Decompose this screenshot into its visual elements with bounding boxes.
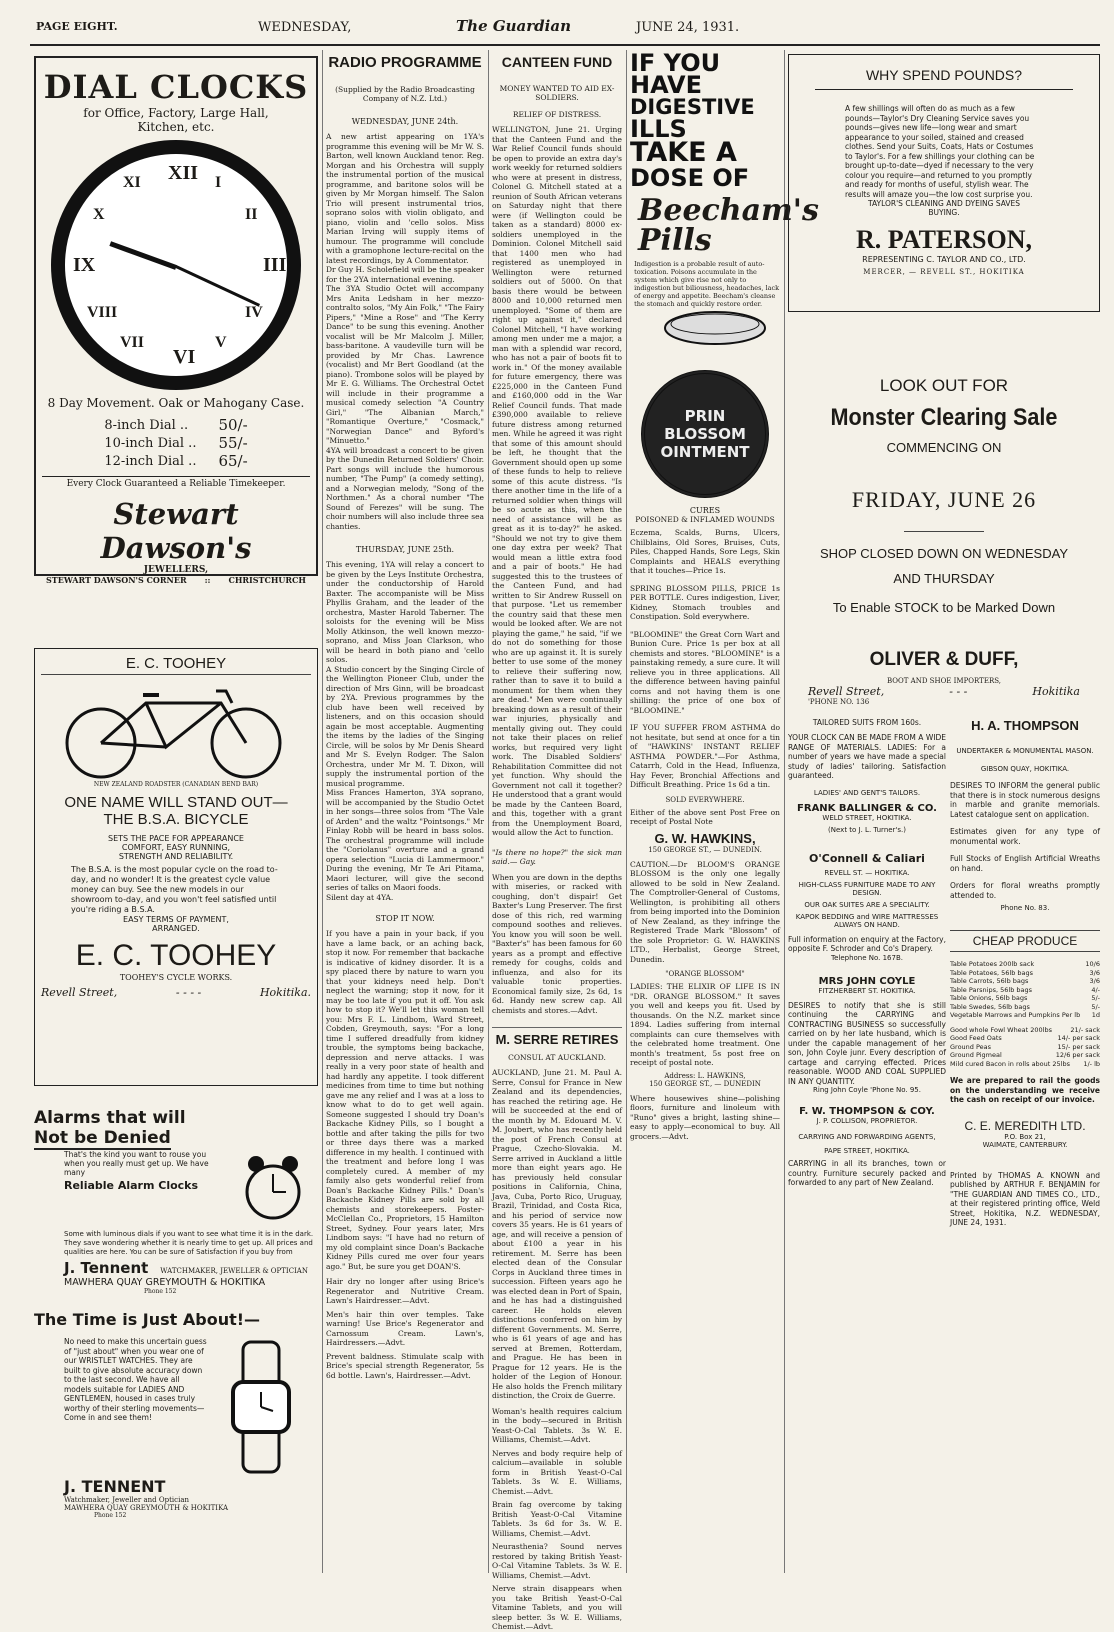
toohey-address: Revell Street, - - - - Hokitika. xyxy=(41,986,311,999)
ballinger-addr: WELD STREET, HOKITIKA. xyxy=(822,813,912,822)
clearing-date: FRIDAY, JUNE 26 xyxy=(851,487,1037,512)
tailored-title: TAILORED SUITS FROM 160s. xyxy=(812,718,922,727)
caution: CAUTION.—Dr BLOOM'S ORANGE BLOSSOM is the only one legally allowed to be sold in New Zealand. The Comptroller-General of Customs, Wellington, is prohibiting all others from being imported into the Dominion of New Zealand, as they infringe the Registered Trade Mark "Blossom" of the sole Proprietor: G. W. HAWKINS LTD., Herbalist, George Street, Dunedin. xyxy=(630,859,780,964)
spring-pills: SPRING BLOSSOM PILLS, PRICE 1s PER BOTTLE. Cures indigestion, Liver, Kidney, Stomach troubles and Constipation. Sold everywhere. xyxy=(630,583,780,621)
ballinger-next: (Next to J. L. Turner's.) xyxy=(828,825,906,834)
produce-item xyxy=(950,1003,1100,1012)
coyle-name: MRS JOHN COYLE xyxy=(818,975,916,987)
column-1 xyxy=(30,50,318,1573)
header-day: WEDNESDAY, xyxy=(258,20,352,35)
paterson-rep: REPRESENTING C. TAYLOR AND CO., LTD. xyxy=(862,255,1026,264)
tennent-phone: Phone 152 xyxy=(144,1288,177,1295)
fw-thompson-prop: J. P. COLLISON, PROPRIETOR. xyxy=(816,1117,918,1125)
clearing-phone: 'PHONE NO. 136 xyxy=(808,698,870,706)
size-price: 65/- xyxy=(218,452,248,470)
oconnell-hc: HIGH-CLASS FURNITURE MADE TO ANY DESIGN. xyxy=(798,880,936,897)
ha-thompson-addr: GIBSON QUAY, HOKITIKA. xyxy=(980,765,1070,773)
coyle-addr: FITZHERBERT ST. HOKITIKA. xyxy=(818,986,916,995)
ha-thompson-trade: UNDERTAKER & MONUMENTAL MASON. xyxy=(956,747,1094,755)
dial-title: DIAL CLOCKS xyxy=(43,68,309,106)
paper-title: The Guardian xyxy=(456,17,571,35)
size-price: 55/- xyxy=(218,434,248,452)
address: Address: L. HAWKINS, xyxy=(664,1071,746,1080)
yeast-ad: Nerve strain disappears when you take British Yeast-O-Cal Vitamine Tablets, and you will sleep better. 3s W. E. Williams, Chemist.—Advt. xyxy=(492,1584,622,1631)
produce-item-name: Table Swedes, 56lb bags xyxy=(950,1002,1030,1011)
clearing-thursday: AND THURSDAY xyxy=(893,571,995,586)
produce-item-name: Good whole Fowl Wheat 200lbs xyxy=(950,1025,1053,1034)
produce-item-price: 21/- sack xyxy=(1070,1025,1100,1034)
beecham-text: Indigestion is a probable result of auto-toxication. Poisons accumulate in the system which give rise not only to indigestion but biliousness, headaches, lack of energy and appetite. Beecham's cleanse the stomach and quickly restore order. xyxy=(634,260,780,308)
produce-item-name: Table Potatoes 200lb sack xyxy=(950,960,1035,968)
town: Hokitika. xyxy=(259,986,311,999)
column-rule xyxy=(488,50,489,1573)
sold-everywhere: SOLD EVERYWHERE. xyxy=(665,795,745,804)
town: Hokitika xyxy=(1032,685,1080,698)
yeast-ad: Brain fag overcome by taking British Yeast-O-Cal Vitamine Tablets. 3s 6d for 3s. W. E. Williams, Chemist.—Advt. xyxy=(492,1500,622,1538)
produce-item-price: 10/6 xyxy=(1085,960,1100,968)
ha-thompson-phone: Phone No. 83. xyxy=(1000,904,1050,912)
blossom-label: PRIN BLOSSOM OINTMENT xyxy=(660,407,750,461)
produce-item xyxy=(950,1034,1100,1043)
serre-title: M. SERRE RETIRES xyxy=(492,1027,622,1047)
clearing-title: Monster Clearing Sale xyxy=(830,404,1058,431)
produce-title: CHEAP PRODUCE xyxy=(950,930,1100,952)
size-label: 12-inch Dial .. xyxy=(104,453,197,469)
produce-item-price: 3/6 xyxy=(1089,968,1100,977)
column-3 xyxy=(492,50,622,1631)
ha-thompson-est: Estimates given for any type of monumental work. xyxy=(950,827,1100,846)
produce-item-name: Ground Peas xyxy=(950,1042,992,1051)
produce-item xyxy=(950,1060,1100,1069)
toohey-terms: EASY TERMS OF PAYMENT, ARRANGED. xyxy=(123,915,229,933)
yeast-ad: Woman's health requires calcium in the body—secured in British Yeast-O-Cal Tablets. 3s W. E. Williams, Chemist.—Advt. xyxy=(492,1406,622,1444)
coyle-ring: Ring John Coyle 'Phone No. 95. xyxy=(813,1086,921,1094)
time-text: No need to make this uncertain guess of "just about" when you wear one of our WRISTLET WATCHES. They are built to give absolute accuracy down to the last second. We have all models suitable for LADIES AND GENTLEMEN, housed in cases truly worthy of their sterling movements— Come in and see them! xyxy=(64,1337,207,1422)
produce-item xyxy=(950,1026,1100,1035)
produce-item-price: 1/- lb xyxy=(1083,1059,1100,1068)
size-price: 50/- xyxy=(218,416,248,434)
produce-list xyxy=(950,960,1100,1068)
produce-item xyxy=(950,969,1100,978)
address2: 150 GEORGE ST., — DUNEDIN xyxy=(649,1079,761,1088)
column-5 xyxy=(788,50,1100,1573)
tailored-text: YOUR CLOCK CAN BE MADE FROM A WIDE RANGE OF MATERIALS. LADIES: For a number of years we have made a special study of ladies' tailoring. Satisfaction guaranteed. xyxy=(788,733,946,780)
radio-p2: Dr Guy H. Scholefield will be the speaker for the 2YA international evening. xyxy=(326,265,484,284)
alarms-text xyxy=(34,1150,228,1230)
bike-caption: NEW ZEALAND ROADSTER (CANADIAN BEND BAR) xyxy=(93,781,259,788)
paterson-text: A few shillings will often do as much as a few pounds—Taylor's Dry Cleaning Service saves you pounds—gives new life—long wear and smart appearance to your soiled, stained and creased clothes. Send your Suits, Coats, Hats or Costumes to Taylor's. For a few shillings your clothing can be brought up-to-date—dyed if necessary to the very colour you require—and returned to you promptly and ready for months of useful, stylish wear. The results will amaze you—the low cost surprise you. xyxy=(845,104,1035,199)
radio-p5: This evening, 1YA will relay a concert to be given by the Leys Institute Orchestra, under the conductorship of Harold Baxter. The accompaniste will be Miss Phyllis Graham, and the leader of the orchestra, Master Harold Taberner. The soloists for the evening will be Miss Molly Atkinson, the well known mezzo-soprano, and Miss Joan Clarkson, who will be heard in both piano and 'cello solos. xyxy=(326,560,484,664)
tennent-trade: WATCHMAKER, JEWELLER & OPTICIAN xyxy=(160,1267,308,1275)
produce-item-name: Mild cured Bacon in rolls about 25lbs xyxy=(950,1059,1070,1068)
radio-p4: 4YA will broadcast a concert to be given by the Dunedin Returned Soldiers' Choir. Part songs will include the humorous number, "The Pump" (a comedy setting), and a Norwegian melody, "Song of the Northmen." As a choral number "The Sound of Ferezes" will be sung. The choir numbers will also include three sea chanties. xyxy=(326,445,484,531)
produce-item-price: 5/- xyxy=(1091,994,1100,1002)
oconnell-kapok: KAPOK BEDDING and WIRE MATTRESSES ALWAYS ON HAND. xyxy=(795,912,939,929)
radio-p3: The 3YA Studio Octet will accompany Mrs Anita Ledsham in her mezzo-contralto solos, "My Ain Folk," "The Fairy Pipers," "Mine a Rose" and "The Kerry Dance" to be sung this evening. Another vocalist will be Mr Malcolm J. Miller, bass-baritone. A vaudeville turn will be provided by Mr Chas. Lawrence (vocalist) and Mr Bert Goodland (at the piano). Trombone solos will be played by Mr E. G. Williams. The Orchestral Octet will include in their programme a musical comedy selection "A Country Girl," "The Albanian March," "Romantique Overture," "Cosmack," "Norwegian Dance" and Byford's "Minuetto." xyxy=(326,284,484,445)
toohey-name: E. C. TOOHEY xyxy=(41,655,311,675)
clock-icon: XII III VI IX I II IV V VII VIII X XI xyxy=(51,140,301,390)
yeast-ad: Nerves and body require help of calcium—available in soluble form in British Yeast-O-Cal Tablets. 3s W. E. Williams, Chemist.—Advt. xyxy=(492,1448,622,1496)
produce-item xyxy=(950,1051,1100,1060)
header-rule xyxy=(30,44,1100,46)
imprint: Printed by THOMAS A. KNOWN and published by ARTHUR F. BENJAMIN for "THE GUARDIAN AND TIMES CO., LTD., at their registered printing office, Weld Street, Hokitika, N.Z. WEDNESDAY, JUNE 24, 1931. xyxy=(950,1170,1100,1227)
ha-thompson-name: H. A. THOMPSON xyxy=(971,718,1079,733)
divider xyxy=(904,531,984,532)
right-left-subcol xyxy=(788,718,946,1188)
toohey-slogan: ONE NAME WILL STAND OUT— THE B.S.A. BICYCLE xyxy=(64,794,288,828)
alarm-clock-icon xyxy=(228,1150,318,1230)
asthma: IF YOU SUFFER FROM ASTHMA do not hesitate, but send at once for a tin of "HAWKINS' INSTANT RELIEF ASTHMA POWDER."—For Asthma, Catarrh, Cold in the Head, Influenza, Hay Fever, Bronchial Affections and Difficult Breathing. Price 1s 6d a tin. xyxy=(630,723,780,789)
fw-thompson-carry: CARRYING AND FORWARDING AGENTS, xyxy=(798,1133,936,1141)
radio-p6: A Studio concert by the Singing Circle of the Wellington Pioneer Club, under the direction of Mrs Ginn, will be broadcast by 2YA. Previous programmes by the club have been well received by listeners, and on this occasion should again be most acceptable. Augmenting the items by the ladies of the Singing Circle, will be solos by Mr Denis Sheard and Mr S. Evelyn Rodger. The Salon Orchestra, under Mr M. T. Dixon, will supply the instrumental portion of the musical programme. xyxy=(326,664,484,788)
toohey-line: STRENGTH AND RELIABILITY. xyxy=(118,852,234,861)
fw-thompson-text: CARRYING in all its branches, town or country. Furniture securely packed and forwarded to any part of New Zealand. xyxy=(788,1159,946,1187)
meredith-town: WAIMATE, CANTERBURY. xyxy=(982,1140,1068,1149)
stop-text: If you have a pain in your back, if you have a lame back, or an aching back, stop it now. For remember that backache is indicative of kidney disorder. It is a spy placed there by nature to warn you that your kidneys need help. Don't neglect the warning; stop it now, for it may be too late if you put it off. You ask how to stop it? We'll let this woman tell you: Mrs F. L. Lindbom, Ward Street, Cobden, Greymouth, says: "For a long time I suffered dreadfully from kidney trouble, the symptoms being backache, depression and nerve attacks. I was really in a very poor state of health and had hardly any appetite. I took different medicines from time to time but nothing gave me any relief and I was at a loss to know what to do to get well again. Someone suggested I should try Doan's Backache Kidney Pills, so I bought a bottle and after taking the pills for two or three days there was a marked difference in my health. I continued with the treatment and before long I was completely cured. A member of my family also gets wonderful relief from Doan's Backache Kidney Pills." Doan's Backache Kidney Pills are sold by all chemists and storekeepers. Foster-McClellan Co., Proprietors, 15 Hamilton Street, Sydney. Four years later, Mrs Lindbom says: "I have had no return of my old complaint since Doan's Backache Kidney Pills cured me over four years ago." But, be sure you get DOAN'S. xyxy=(326,929,484,1271)
alarms-text1: That's the kind you want to rouse you when you really must get up. We have many xyxy=(64,1150,209,1177)
toohey-ad xyxy=(34,648,318,1086)
oconnell-info: Full information on enquiry at the Factory, opposite F. Schroder and Co's Drapery. xyxy=(788,934,946,953)
alarms-title2: Not be Denied xyxy=(34,1128,171,1148)
radio-small1: Hair dry no longer after using Brice's Regenerator and Nutritive Cream. Lawn's Hairdresser.—Advt. xyxy=(326,1277,484,1305)
produce-item xyxy=(950,1043,1100,1052)
time-ad xyxy=(34,1310,318,1550)
oconnell-name: O'Connell & Caliari xyxy=(809,851,925,865)
size-label: 8-inch Dial .. xyxy=(104,417,189,433)
dial-address: STEWART DAWSON'S CORNER :: CHRISTCHURCH xyxy=(46,575,306,585)
tennent-address: MAWHERA QUAY GREYMOUTH & HOKITIKA xyxy=(64,1277,266,1288)
ha-thompson-text: DESIRES TO INFORM the general public that there is in stock numerous designs in marble and granite memorials. Latest catalogue sent on application. xyxy=(950,781,1100,819)
produce-item xyxy=(950,994,1100,1003)
beecham-line: ILLS xyxy=(630,115,687,143)
alarms-title1: Alarms that will xyxy=(34,1108,186,1128)
clearing-look: LOOK OUT FOR xyxy=(879,376,1009,395)
produce-item-price: 4/- xyxy=(1091,985,1100,994)
radio-p8: Silent day at 4YA. xyxy=(326,892,394,902)
size-label: 10-inch Dial .. xyxy=(104,435,197,451)
clearing-enable: To Enable STOCK to be Marked Down xyxy=(832,600,1056,615)
ha-thompson-orders: Orders for floral wreaths promptly attended to. xyxy=(950,881,1100,900)
toohey-big-name: E. C. TOOHEY xyxy=(75,939,277,972)
produce-item-name: Vegetable Marrows and Pumpkins Per lb xyxy=(950,1011,1081,1019)
oliver-duff: OLIVER & DUFF, xyxy=(869,649,1019,670)
tailored-sub: LADIES' AND GENT'S TAILORS. xyxy=(813,788,921,797)
ladies: LADIES: THE ELIXIR OF LIFE IS IN "DR. ORANGE BLOSSOM." It saves you well and keeps you fit. Used by thousands. On the N.Z. market since 1894. Ladies suffering from internal complaints can cure themselves with the celebrated home treatment. One month's treatment, 5s post free on receipt of postal note. xyxy=(630,982,780,1067)
meredith-box: P.O. Box 21, xyxy=(1004,1132,1046,1141)
produce-item-price: 1d xyxy=(1091,1011,1100,1019)
clearing-address: Revell Street, - - - Hokitika xyxy=(808,685,1080,698)
bicycle-icon xyxy=(51,681,301,781)
paterson-tagline: TAYLOR'S CLEANING AND DYEING SAVES BUYING. xyxy=(867,199,1021,217)
brand-sub: JEWELLERS, xyxy=(143,565,209,575)
stop-title: STOP IT NOW. xyxy=(375,914,435,923)
paterson-name: R. PATERSON, xyxy=(856,225,1032,254)
paterson-title: WHY SPEND POUNDS? xyxy=(865,67,1023,83)
beecham-line: TAKE A xyxy=(630,137,737,168)
price-row xyxy=(102,434,249,452)
clearing-boot: BOOT AND SHOE IMPORTERS, xyxy=(887,677,1001,685)
alarms-ad xyxy=(34,1108,318,1298)
fw-thompson-addr: PAPE STREET, HOKITIKA. xyxy=(824,1147,910,1155)
radio-supplied: (Supplied by the Radio Broadcasting Company of N.Z. Ltd.) xyxy=(335,85,475,103)
wristwatch-icon xyxy=(208,1337,318,1477)
radio-date1: WEDNESDAY, JUNE 24th. xyxy=(351,117,459,126)
bloomine: "BLOOMINE" the Great Corn Wart and Bunion Cure. Price 1s per box at all chemists and stores. "BLOOMINE" is a painstaking remedy, a sure cure. It will relieve you in three applications. All the difference between having painful corns and not having them is one shilling: the price of one box of "BLOOMINE." xyxy=(630,629,780,715)
blossom-text: Eczema, Scalds, Burns, Ulcers, Chilblains, Old Sores, Bruises, Cuts, Piles, Chapped Hands, Sore Legs, Skin Complaints and HEALS everything that it touches—Price 1s. xyxy=(630,528,780,575)
ha-thompson-full: Full Stocks of English Artificial Wreaths on hand. xyxy=(950,854,1100,873)
produce-item-name: Table Onions, 56lb bags xyxy=(950,994,1028,1002)
paterson-addr: MERCER, — REVELL ST., HOKITIKA xyxy=(863,268,1025,276)
canteen-quote: "Is there no hope?" the sick man said.— Gay. xyxy=(492,847,622,866)
oconnell-addr: REVELL ST. — HOKITIKA. xyxy=(824,868,910,877)
beecham-line: IF YOU xyxy=(630,49,721,77)
coyle-text: DESIRES to notify that she is still continuing the CARRYING and CONTRACTING BUSINESS so successfully carried on by her late husband, which is under the capable management of her son, John Coyle junr. Every description of cartage and carrying effected. Prices reasonable. WOOD AND COAL SUPPLIED IN ANY QUANTITY. xyxy=(788,1000,946,1086)
time-name: J. TENNENT xyxy=(64,1477,166,1496)
time-phone: Phone 152 xyxy=(94,1512,127,1519)
canteen-sub1: MONEY WANTED TO AID EX-SOLDIERS. xyxy=(499,84,615,102)
toohey-body: The B.S.A. is the most popular cycle on the road to-day, and no wonder! It is the greatest cycle value money can buy. See the new models in our showroom to-day, and you won't feel satisfied until you're riding a B.S.A. xyxy=(71,865,278,914)
time-address: MAWHERA QUAY GREYMOUTH & HOKITIKA xyxy=(64,1504,229,1512)
produce-item xyxy=(950,986,1100,995)
blossom-cures: CURES xyxy=(689,506,721,515)
paterson-ad xyxy=(788,54,1100,312)
masthead xyxy=(36,16,1100,40)
produce-item-price: 3/6 xyxy=(1089,977,1100,985)
dial-clocks-ad xyxy=(34,56,318,585)
canteen-body: WELLINGTON, June 21. Urging that the Canteen Fund and the War Relief Council funds should be open to provide an extra day's work weekly for returned soldiers who were at present in distress, Colonel G. Mitchell stated at a reunion of South African veterans on Saturday night that there were (if Wellington could be taken as a standard) 8000 ex-soldiers unemployed in the Dominion. Colonel Mitchell said that 1400 men who had registered as unemployed in Wellington were returned soldiers out of 5000. On that basis there would be between 8000 and 10,000 returned men unemployed. "Some of them are right up against it," declared Colonel Mitchell, "I have working among men under me a major, a man with a splendid war record, who has not a pair of boots fit to work in." Of the money available for future emergency, there was £225,000 in the Canteen Fund and £160,000 odd in the War Relief Council funds. That made £390,000 available to relieve future distress among returned men. While he agreed it was right that some of this amount should be left, he thought that the Government should open up some of these funds to help to relieve some of this acute distress. "Is there another time in the life of a returned soldier when things will be so acute as this, when the need of assistance will be as great as it is to-day?" he asked. "Should we not try to give them one day extra per week? That would mean a little extra food and a pair of boots." He had suggested this to the trustees of the Canteen Fund, and had written to Sir Andrew Russell on that purpose. "Let us remember the country said that these men would be looked after. We are not playing the game," he said, "if we do not do something for those who are up against it. It is surely better to use some of the money to relieve their suffering now, rather than to save it to build a monument for them when they are dead." Men were continually breaking down as a result of their war injuries, physically and mentally giving out. They could not take their places on relief works, but required very light work. The Disabled Soldiers' Rehabilitation Committee did not yet function. Why should the Government not call it together? He understood that a grant would be made by the Canteen Board, and this, together with a grant from the Unemployment Board, would allow the Act to function. xyxy=(492,125,622,837)
column-rule xyxy=(626,50,627,1573)
toohey-works: TOOHEY'S CYCLE WORKS. xyxy=(119,973,233,982)
radio-small3: Prevent baldness. Stimulate scalp with Brice's special strength Regenerator, 5s 6d bottle. Lawn's, Hairdresser.—Advt. xyxy=(326,1351,484,1380)
produce-item-price: 5/- xyxy=(1091,1002,1100,1011)
dial-guarantee: Every Clock Guaranteed a Reliable Timekeeper. xyxy=(42,476,310,489)
clearing-ad xyxy=(788,326,1100,704)
ballinger-name: FRANK BALLINGER & CO. xyxy=(797,802,937,814)
hawkins-addr: 150 GEORGE ST., — DUNEDIN. xyxy=(648,845,762,854)
dial-subtitle: for Office, Factory, Large Hall, Kitchen, etc. xyxy=(83,106,269,134)
canteen-title: CANTEEN FUND xyxy=(501,54,613,70)
street: Revell Street, xyxy=(808,685,885,698)
address-left: STEWART DAWSON'S CORNER xyxy=(46,575,187,585)
serre-body: AUCKLAND, June 21. M. Paul A. Serre, Consul for France in New Zealand and its dependencies, has reached the retiring age. He will be succeeded at the end of the month by M. Edouard M. V. M. Joubert, who has recently held the post of French Consul at Prague, Czecho-Slovakia. M. Serre arrived in Auckland a little more than eight years ago. He has previously held consular positions in California, China, Java, Cuba, Porto Rico, Uruguay, Brazil, Trinidad, and Costa Rica, and his period of service now covers 35 years. He is 61 years of age, and will receive a pension of about £100 a year in his retirement. M. Serre has been elected dean of the Consular Corps in Auckland three times in succession. Fifteen years ago he was elected dean in Port of Spain, and he has had a distinguished career. He holds eleven distinctions conferred on him by different Governments. M. Serre, who is 61 years of age and has served at Bremen, Rotterdam, and Prague. He has been in Prague for 12 years. He is the holder of the Legion of Honour. He also holds the French military distinction, the Croix de Guerre. xyxy=(492,1068,622,1400)
time-trade: Watchmaker, Jeweller and Optician xyxy=(64,1496,189,1504)
produce-item-price: 15/- per sack xyxy=(1057,1042,1100,1051)
clearing-commencing: COMMENCING ON xyxy=(886,440,1002,455)
hawkins-name: G. W. HAWKINS, xyxy=(654,830,756,846)
right-right-subcol xyxy=(950,718,1100,1228)
produce-item-name: Ground Pigmeal xyxy=(950,1051,1002,1059)
either: Either of the above sent Post Free on receipt of Postal Note xyxy=(630,807,780,826)
price-row xyxy=(102,452,249,470)
blossom-tin-icon xyxy=(641,370,769,498)
radio-title: RADIO PROGRAMME xyxy=(328,54,482,71)
street: Revell Street, xyxy=(41,986,118,999)
produce-prepared: We are prepared to rail the goods on the understanding we receive the cash on receipt of our invoice. xyxy=(950,1076,1100,1104)
column-rule xyxy=(784,50,785,1573)
alarms-highlight: Reliable Alarm Clocks xyxy=(64,1179,199,1192)
dial-price-list xyxy=(102,416,249,470)
produce-item-name: Table Parsnips, 56lb bags xyxy=(950,985,1033,994)
produce-item-name: Good Feed Oats xyxy=(950,1034,1002,1042)
produce-item-name: Table Carrots, 56lb bags xyxy=(950,977,1029,985)
clearing-shop: SHOP CLOSED DOWN ON WEDNESDAY xyxy=(820,546,1068,561)
divider xyxy=(815,89,1073,90)
produce-item-price: 12/6 per sack xyxy=(1055,1051,1100,1059)
column-rule xyxy=(322,50,323,1573)
baxter-ad: When you are down in the depths with miseries, or racked with coughing, don't dispair! Get Baxter's Lung Preserver. The first dose of this rich, red warming compound soothes and relieves. You know you will soon be well. "Baxter's" has been famous for 60 years as a prompt and effective remedy for coughs, colds and influenza, and also for its valuable tonic properties. Economical family size, 2s 6d, 1s 6d. Handy new screw cap. All chemists and stores.—Advt. xyxy=(492,872,622,1015)
address-right: CHRISTCHURCH xyxy=(228,575,306,585)
meredith-firm: C. E. MEREDITH LTD. xyxy=(964,1118,1086,1133)
beecham-line: HAVE xyxy=(630,71,702,99)
produce-item-price: 14/- per sack xyxy=(1057,1034,1100,1042)
tennent-name: J. Tennent xyxy=(64,1259,149,1277)
produce-item xyxy=(950,977,1100,986)
produce-item xyxy=(950,1011,1100,1020)
beecham-line: DIGESTIVE xyxy=(630,95,755,119)
produce-item-name: Table Potatoes, 56lb bags xyxy=(950,968,1034,977)
radio-p7: Miss Frances Hamerton, 3YA soprano, will be accompanied by the Studio Octet in her songs—three solos from "The Vale of Arden" and the waltz "Pointsongs." Mr Finlay Robb will be heard in bass solos. The orchestral programme will include the "Coriolanus" overture and a grand opera selection "Lucia di Lammermoor." During the evening, Mr Te Ari Pitama, Maori lecturer, will give the second series of talks on Maori foods. xyxy=(326,788,484,892)
yeast-ad: Neurasthenia? Sound nerves restored by taking British Yeast-O-Cal Vitamine Tablets. 3s W. E. Williams, Chemist.—Advt. xyxy=(492,1542,622,1580)
stewart-dawson-brand: Stewart Dawson's xyxy=(100,497,252,565)
dial-movement: 8 Day Movement. Oak or Mahogany Case. xyxy=(47,396,305,410)
fw-thompson-name: F. W. THOMPSON & COY. xyxy=(799,1106,935,1117)
orange-title: "ORANGE BLOSSOM" xyxy=(665,970,745,978)
canteen-sub2: RELIEF OF DISTRESS. xyxy=(512,110,602,119)
toohey-line: COMFORT, EASY RUNNING, xyxy=(121,843,231,852)
blossom-cures-sub: POISONED & INFLAMED WOUNDS xyxy=(635,515,775,524)
page-number: PAGE EIGHT. xyxy=(36,20,118,33)
price-row xyxy=(102,416,249,434)
time-title: The Time is Just About!— xyxy=(34,1310,261,1329)
column-2 xyxy=(326,50,484,1573)
serre-sub: CONSUL AT AUCKLAND. xyxy=(508,1053,606,1062)
header-date: JUNE 24, 1931. xyxy=(636,20,740,35)
pill-box-icon xyxy=(660,308,770,348)
alarms-text2: Some with luminous dials if you want to see what time it is in the dark. They save wondering whether it is nearly time to get up. All prices and qualities are here. You can be sure of Satisfaction if you buy from xyxy=(64,1230,314,1256)
column-4 xyxy=(630,49,819,1573)
oconnell-suites: OUR OAK SUITES ARE A SPECIALITY. xyxy=(804,900,930,909)
beecham-brand: Beecham's Pills xyxy=(638,193,819,258)
beecham-line: DOSE OF xyxy=(630,164,750,192)
radio-small2: Men's hair thin over temples. Take warning! Use Brice's Regenerator and Carnossum Cream. Lawn's, Hairdressers.—Advt. xyxy=(326,1309,484,1347)
radio-date2: THURSDAY, JUNE 25th. xyxy=(355,545,455,554)
toohey-line: SETS THE PACE FOR APPEARANCE xyxy=(108,834,244,843)
oconnell-tel: Telephone No. 167B. xyxy=(830,953,903,962)
where-ad: Where housewives shine—polishing floors, furniture and linoleum with "Runo" gives a bright, lasting shine—easy to apply—economical to buy. All grocers.—Advt. xyxy=(630,1093,780,1141)
produce-item xyxy=(950,960,1100,969)
radio-p1: A new artist appearing on 1YA's programme this evening will be Mr W. S. Barton, well known Auckland tenor. Reg. Morgan and his Orchestra will supply the instrumental portion of the musical programme, and baritone solos will be given by Mr Morgan himself. The Salon Trio will present instrumental trios, soprano solos with violin obligato, and piano, violin and 'cello solos. Miss Marian Irving will supply items of humour. The programme will conclude with a gramophone lecture-recital on the latest recordings, by A Commentator. xyxy=(326,132,484,265)
